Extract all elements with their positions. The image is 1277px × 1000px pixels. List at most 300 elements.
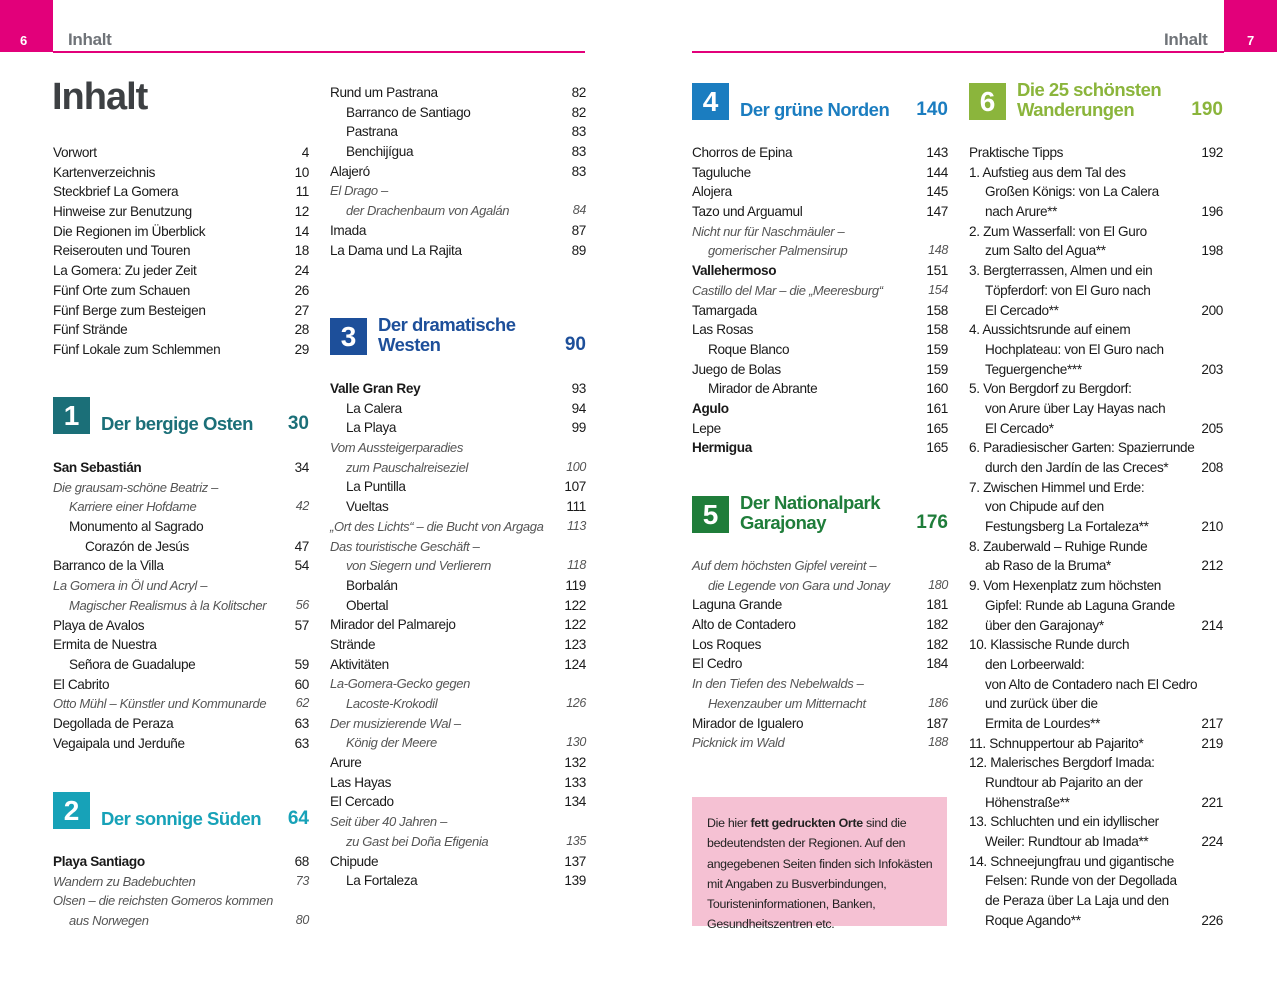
toc-chapter-1-list	[53, 458, 309, 753]
toc-entry-title: El Cercado*	[985, 420, 1054, 436]
toc-entry[interactable]	[692, 320, 948, 340]
toc-entry-page: 56	[295, 597, 309, 612]
toc-entry-title: Hochplateau: von El Guro nach	[985, 341, 1164, 357]
toc-entry[interactable]	[330, 773, 586, 793]
toc-entry[interactable]	[692, 576, 948, 596]
toc-entry[interactable]	[330, 379, 586, 399]
toc-entry-title: Barranco de la Villa	[53, 558, 164, 574]
toc-entry-page: 26	[294, 282, 309, 298]
note-bold-text: fett gedruckten Orte	[750, 816, 863, 830]
chapter-1-heading[interactable]	[53, 397, 309, 437]
toc-entry[interactable]	[969, 517, 1223, 537]
toc-entry[interactable]	[330, 399, 586, 419]
toc-entry-title: Reiserouten und Touren	[53, 243, 191, 259]
toc-entry[interactable]	[53, 163, 309, 183]
toc-entry[interactable]	[53, 635, 309, 655]
toc-entry-page: 224	[1201, 834, 1223, 850]
toc-entry[interactable]	[330, 792, 586, 812]
toc-entry[interactable]	[969, 871, 1223, 891]
toc-entry[interactable]	[969, 261, 1223, 281]
toc-entry[interactable]	[330, 221, 586, 241]
toc-entry-title: Tazo und Arguamul	[692, 204, 803, 220]
toc-entry[interactable]	[969, 222, 1223, 242]
toc-entry-title: Las Rosas	[692, 322, 754, 338]
toc-entry-title: La-Gomera-Gecko gegen	[330, 676, 471, 692]
toc-entry[interactable]	[692, 556, 948, 576]
toc-entry[interactable]	[330, 674, 586, 694]
toc-entry[interactable]	[330, 832, 586, 852]
toc-entry-title: La Dama und La Rajita	[330, 242, 462, 258]
toc-chapter-6-list	[969, 143, 1223, 931]
toc-entry-page: 82	[571, 104, 586, 120]
toc-entry-title: Fünf Strände	[53, 322, 128, 338]
toc-entry[interactable]	[969, 556, 1223, 576]
toc-entry-title: gomerischer Palmensirup	[708, 243, 848, 259]
toc-entry-title: Señora de Guadalupe	[69, 656, 196, 672]
toc-entry[interactable]	[53, 241, 309, 261]
toc-entry[interactable]	[692, 694, 948, 714]
toc-entry[interactable]	[330, 162, 586, 182]
toc-entry-page: 113	[567, 518, 586, 533]
toc-entry-page: 83	[571, 163, 586, 179]
toc-entry[interactable]	[969, 596, 1223, 616]
toc-entry-page: 28	[294, 322, 309, 338]
toc-entry-page: 118	[567, 558, 586, 573]
toc-entry-title: Olsen – die reichsten Gomeros kommen	[53, 893, 274, 909]
toc-entry-page: 123	[564, 636, 586, 652]
toc-entry[interactable]	[330, 142, 586, 162]
toc-entry[interactable]	[692, 182, 948, 202]
toc-entry-page: 165	[926, 440, 948, 456]
toc-entry-title: 9. Vom Hexenplatz zum höchsten	[969, 578, 1162, 594]
toc-chapter-2-list	[53, 852, 309, 931]
toc-entry[interactable]	[53, 576, 309, 596]
toc-entry-title: 2. Zum Wasserfall: von El Guro	[969, 223, 1147, 239]
toc-entry-page: 144	[926, 164, 948, 180]
toc-entry[interactable]	[969, 458, 1223, 478]
toc-entry-page: 143	[926, 145, 948, 160]
toc-entry[interactable]	[692, 281, 948, 301]
toc-entry-title: El Cercado	[330, 794, 394, 810]
toc-entry-title: 11. Schnuppertour ab Pajarito*	[969, 735, 1144, 751]
toc-entry[interactable]	[330, 241, 586, 261]
toc-entry[interactable]	[692, 222, 948, 242]
toc-entry-title: Fünf Lokale zum Schlemmen	[53, 341, 221, 357]
toc-entry-page: 159	[926, 341, 948, 357]
toc-entry[interactable]	[330, 497, 586, 517]
toc-entry[interactable]	[53, 616, 309, 636]
toc-entry[interactable]	[330, 871, 586, 891]
toc-entry-title: Wandern zu Badebuchten	[53, 873, 196, 889]
toc-entry-page: 205	[1201, 420, 1223, 436]
chapter-title[interactable]: Der dramatische Westen	[378, 314, 516, 355]
page-number-tab-right	[1224, 0, 1277, 52]
toc-entry[interactable]	[969, 576, 1223, 596]
toc-entry-title: Playa Santiago	[53, 854, 145, 869]
toc-entry-title: 3. Bergterrassen, Almen und ein	[969, 263, 1153, 279]
toc-entry[interactable]	[53, 714, 309, 734]
toc-entry[interactable]	[969, 143, 1223, 163]
toc-entry-title: Playa de Avalos	[53, 617, 145, 633]
toc-entry-title: Vallehermoso	[692, 263, 777, 279]
toc-entry-page: 94	[571, 400, 586, 416]
toc-entry-title: Picknick im Wald	[692, 735, 785, 751]
toc-entry[interactable]	[969, 616, 1223, 636]
toc-entry-page: 73	[295, 873, 309, 888]
toc-entry-page: 192	[1201, 145, 1223, 160]
note-text-rest: sind die bedeutendsten der Regionen. Auf den angegebenen Seiten finden sich Infokästen mit Angaben zu Busverbindungen, Touristeninformationen, Banken, Gesundheitszentren etc.	[707, 816, 933, 932]
info-note-box	[692, 797, 947, 932]
toc-entry[interactable]	[692, 261, 948, 281]
chapter-6-heading[interactable]	[969, 79, 1223, 123]
toc-entry[interactable]	[969, 438, 1223, 458]
toc-entry-title: die Legende von Gara und Jonay	[708, 577, 890, 593]
page-number-left: 6	[20, 33, 28, 48]
toc-entry[interactable]	[969, 182, 1223, 202]
toc-entry-page: 203	[1201, 361, 1223, 377]
header-rule-right	[692, 51, 1224, 53]
toc-entry[interactable]	[330, 655, 586, 675]
toc-entry-title: König der Meere	[346, 735, 437, 751]
toc-entry-page: 27	[294, 302, 309, 318]
toc-entry-title: Vegaipala und Jerduñe	[53, 735, 185, 751]
toc-entry-title: Fünf Orte zum Schauen	[53, 282, 190, 298]
toc-entry[interactable]	[969, 241, 1223, 261]
toc-entry-title: von Chipude auf den	[985, 499, 1104, 515]
toc-entry[interactable]	[692, 163, 948, 183]
toc-entry-page: 165	[926, 420, 948, 436]
toc-entry-page: 99	[571, 420, 586, 436]
toc-entry-page: 89	[571, 242, 586, 258]
toc-entry-title: Roque Blanco	[708, 341, 790, 357]
toc-entry-title: Obertal	[346, 597, 389, 613]
toc-entry-title: 8. Zauberwald – Ruhige Runde	[969, 538, 1148, 554]
toc-entry-page: 210	[1201, 519, 1223, 535]
toc-entry[interactable]	[969, 773, 1223, 793]
chapter-page: 140	[916, 99, 948, 120]
toc-entry[interactable]	[692, 419, 948, 439]
toc-entry-title: 7. Zwischen Himmel und Erde:	[969, 479, 1145, 495]
toc-entry-title: 5. Von Bergdorf zu Bergdorf:	[969, 381, 1132, 397]
toc-entry[interactable]	[969, 812, 1223, 832]
toc-entry[interactable]	[969, 753, 1223, 773]
toc-entry[interactable]	[330, 852, 586, 872]
toc-entry-page: 60	[294, 676, 309, 692]
toc-entry[interactable]	[692, 360, 948, 380]
toc-entry[interactable]	[969, 694, 1223, 714]
toc-entry[interactable]	[969, 320, 1223, 340]
toc-entry-title: Monumento al Sagrado	[69, 519, 204, 535]
toc-entry[interactable]	[330, 537, 586, 557]
toc-entry[interactable]	[330, 181, 586, 201]
toc-entry-page: 18	[294, 243, 309, 259]
toc-entry[interactable]	[330, 477, 586, 497]
toc-entry[interactable]	[53, 143, 309, 163]
toc-entry[interactable]	[330, 201, 586, 221]
toc-entry[interactable]	[53, 301, 309, 321]
toc-entry-page: 187	[926, 715, 948, 731]
toc-entry[interactable]	[330, 596, 586, 616]
chapter-title[interactable]: Die 25 schönsten Wanderungen	[1017, 79, 1162, 120]
toc-entry-page: 226	[1201, 912, 1223, 928]
toc-entry[interactable]	[53, 222, 309, 242]
toc-entry[interactable]	[969, 281, 1223, 301]
toc-entry[interactable]	[53, 497, 309, 517]
toc-entry[interactable]	[330, 733, 586, 753]
toc-entry-page: 83	[571, 144, 586, 160]
toc-entry[interactable]	[692, 615, 948, 635]
toc-entry[interactable]	[53, 734, 309, 754]
toc-entry[interactable]	[330, 694, 586, 714]
toc-entry[interactable]	[692, 340, 948, 360]
toc-entry[interactable]	[969, 419, 1223, 439]
toc-entry-title: den Lorbeerwald:	[985, 656, 1085, 672]
toc-entry[interactable]	[969, 537, 1223, 557]
toc-entry[interactable]	[969, 793, 1223, 813]
toc-entry[interactable]	[692, 202, 948, 222]
toc-entry[interactable]	[330, 418, 586, 438]
toc-entry-page: 93	[571, 381, 586, 396]
toc-entry[interactable]	[692, 654, 948, 674]
toc-entry[interactable]	[330, 122, 586, 142]
toc-entry-title: Hermigua	[692, 440, 752, 456]
toc-entry[interactable]	[330, 438, 586, 458]
toc-entry[interactable]	[53, 537, 309, 557]
toc-entry-page: 186	[928, 695, 948, 710]
toc-entry-page: 100	[566, 459, 586, 474]
toc-entry-title: Mirador del Palmarejo	[330, 617, 456, 633]
toc-entry[interactable]	[53, 340, 309, 360]
toc-entry[interactable]	[692, 674, 948, 694]
toc-entry-title: Festungsberg La Fortaleza**	[985, 519, 1149, 535]
toc-entry-page: 137	[564, 853, 586, 869]
toc-entry[interactable]	[692, 379, 948, 399]
toc-entry-title: Alajeró	[330, 163, 370, 179]
toc-entry[interactable]	[53, 320, 309, 340]
toc-entry[interactable]	[53, 891, 309, 911]
toc-entry[interactable]	[330, 635, 586, 655]
toc-entry-title: Großen Königs: von La Calera	[985, 184, 1159, 200]
toc-entry-page: 126	[566, 696, 586, 710]
toc-entry[interactable]	[53, 911, 309, 931]
toc-entry-page: 124	[564, 656, 586, 672]
toc-entry-title: Las Hayas	[330, 774, 392, 790]
toc-entry-title: La Playa	[346, 420, 397, 436]
toc-entry[interactable]	[969, 163, 1223, 183]
toc-entry-page: 184	[926, 656, 948, 672]
toc-entry[interactable]	[53, 694, 309, 714]
toc-entry[interactable]	[692, 733, 948, 753]
toc-entry[interactable]	[969, 360, 1223, 380]
toc-entry-title: 14. Schneejungfrau und gigantische	[969, 853, 1175, 869]
toc-entry-title: Hinweise zur Benutzung	[53, 204, 192, 220]
toc-entry-page: 14	[294, 223, 309, 239]
toc-entry-title: Die Regionen im Überblick	[53, 223, 206, 239]
chapter-5-heading[interactable]	[692, 492, 948, 536]
toc-entry[interactable]	[692, 714, 948, 734]
chapter-number-badge: 2	[53, 792, 90, 829]
toc-entry[interactable]	[53, 675, 309, 695]
chapter-3-heading[interactable]	[330, 314, 586, 358]
toc-entry[interactable]	[969, 202, 1223, 222]
toc-entry[interactable]	[692, 143, 948, 163]
toc-entry-page: 221	[1201, 794, 1223, 810]
toc-entry-title: 4. Aussichtsrunde auf einem	[969, 322, 1131, 338]
toc-entry-page: 4	[301, 145, 309, 160]
toc-entry-title: 13. Schluchten und ein idyllischer	[969, 814, 1159, 830]
chapter-title[interactable]: Der grüne Norden	[740, 99, 890, 120]
toc-entry-page: 158	[926, 322, 948, 338]
toc-entry-title: Otto Mühl – Künstler und Kommunarde	[53, 696, 267, 712]
toc-entry[interactable]	[969, 478, 1223, 498]
toc-entry[interactable]	[330, 812, 586, 832]
header-rule-left	[53, 51, 585, 53]
chapter-page: 90	[564, 334, 586, 355]
toc-entry-title: La Gomera: Zu jeder Zeit	[53, 263, 197, 279]
toc-entry[interactable]	[330, 576, 586, 596]
toc-entry[interactable]	[53, 261, 309, 281]
toc-entry-page: 11	[295, 184, 309, 200]
toc-entry-title: Chorros de Epina	[692, 145, 793, 160]
toc-entry[interactable]	[53, 556, 309, 576]
toc-entry[interactable]	[330, 83, 586, 103]
toc-entry[interactable]	[53, 655, 309, 675]
toc-entry-title: Mirador de Igualero	[692, 715, 804, 731]
toc-entry[interactable]	[330, 103, 586, 123]
toc-entry-title: 10. Klassische Runde durch	[969, 637, 1130, 653]
toc-entry-page: 130	[566, 735, 586, 750]
toc-entry-title: Strände	[330, 636, 376, 652]
toc-entry[interactable]	[53, 852, 309, 872]
chapter-2-heading[interactable]	[53, 792, 309, 832]
chapter-page: 64	[287, 808, 309, 829]
toc-entry[interactable]	[53, 182, 309, 202]
toc-entry[interactable]	[969, 497, 1223, 517]
chapter-title[interactable]: Der Nationalpark Garajonay	[740, 492, 881, 533]
toc-entry-page: 122	[564, 617, 586, 633]
toc-entry-page: 151	[926, 263, 948, 279]
toc-entry-title: Roque Agando**	[985, 912, 1081, 928]
toc-entry-page: 133	[564, 774, 586, 790]
toc-entry[interactable]	[969, 379, 1223, 399]
toc-entry[interactable]	[692, 241, 948, 261]
toc-entry-title: San Sebastián	[53, 460, 142, 475]
toc-entry-page: 10	[294, 164, 309, 180]
toc-entry-page: 132	[564, 755, 586, 771]
toc-entry[interactable]	[330, 517, 586, 537]
toc-entry[interactable]	[53, 458, 309, 478]
toc-entry[interactable]	[330, 753, 586, 773]
toc-entry-page: 159	[926, 361, 948, 377]
toc-entry-title: Hexenzauber um Mitternacht	[708, 695, 866, 711]
toc-entry-title: zum Pauschalreiseziel	[346, 459, 468, 475]
toc-entry-page: 134	[564, 794, 586, 810]
toc-entry-title: Alto de Contadero	[692, 617, 796, 633]
toc-entry[interactable]	[969, 734, 1223, 754]
toc-entry-title: Gipfel: Runde ab Laguna Grande	[985, 597, 1175, 613]
toc-entry-page: 198	[1201, 243, 1223, 259]
toc-entry[interactable]	[969, 911, 1223, 931]
toc-entry-title: Felsen: Runde von der Degollada	[985, 873, 1177, 889]
toc-entry-page: 63	[294, 715, 309, 731]
toc-entry-page: 180	[928, 577, 948, 592]
toc-entry[interactable]	[692, 301, 948, 321]
chapter-title[interactable]: Der sonnige Süden	[101, 808, 262, 829]
toc-entry[interactable]	[53, 281, 309, 301]
toc-entry[interactable]	[330, 556, 586, 576]
toc-entry-title: und zurück über die	[985, 696, 1098, 712]
toc-entry-page: 219	[1201, 735, 1223, 751]
toc-entry[interactable]	[53, 517, 309, 537]
toc-entry[interactable]	[692, 595, 948, 615]
toc-entry[interactable]	[330, 714, 586, 734]
toc-entry-title: Taguluche	[692, 164, 751, 180]
toc-entry[interactable]	[692, 635, 948, 655]
toc-entry-title: von Alto de Contadero nach El Cedro	[985, 676, 1198, 692]
toc-entry[interactable]	[53, 202, 309, 222]
chapter-number-badge: 6	[969, 83, 1006, 120]
toc-entry-title: La Calera	[346, 400, 402, 416]
toc-entry[interactable]	[969, 832, 1223, 852]
toc-entry[interactable]	[969, 714, 1223, 734]
toc-entry-title: Mirador de Abrante	[708, 381, 818, 397]
chapter-number-badge: 1	[53, 397, 90, 434]
toc-entry[interactable]	[969, 852, 1223, 872]
toc-entry-page: 47	[294, 538, 309, 554]
toc-entry-title: Castillo del Mar – die „Meeresburg“	[692, 282, 883, 298]
toc-entry[interactable]	[969, 635, 1223, 655]
toc-entry-page: 139	[564, 873, 586, 889]
toc-entry[interactable]	[53, 872, 309, 892]
toc-entry[interactable]	[692, 399, 948, 419]
toc-entry-page: 119	[565, 577, 586, 593]
toc-entry[interactable]	[53, 596, 309, 616]
toc-entry-title: ab Raso de la Bruma*	[985, 558, 1111, 574]
chapter-4-heading[interactable]	[692, 83, 948, 123]
toc-entry-page: 111	[566, 499, 586, 515]
toc-intro-list	[53, 143, 309, 360]
toc-entry[interactable]	[692, 438, 948, 458]
toc-entry-title: nach Arure**	[985, 204, 1058, 220]
toc-entry[interactable]	[969, 301, 1223, 321]
toc-entry-page: 54	[294, 558, 309, 574]
toc-entry-title: Juego de Bolas	[692, 361, 781, 377]
toc-entry-page: 87	[571, 222, 586, 238]
toc-entry-title: El Cabrito	[53, 676, 110, 692]
toc-entry[interactable]	[53, 478, 309, 498]
toc-entry[interactable]	[330, 615, 586, 635]
toc-entry-title: Agulo	[692, 400, 729, 416]
toc-entry-title: zu Gast bei Doña Efigenia	[346, 833, 489, 849]
toc-entry[interactable]	[969, 675, 1223, 695]
toc-entry[interactable]	[969, 340, 1223, 360]
toc-entry-title: Pastrana	[346, 124, 398, 140]
toc-entry-page: 24	[294, 263, 309, 279]
toc-entry-title: durch den Jardín de las Creces*	[985, 460, 1169, 475]
toc-entry[interactable]	[969, 655, 1223, 675]
toc-entry-page: 82	[571, 85, 586, 100]
toc-entry[interactable]	[969, 891, 1223, 911]
chapter-title[interactable]: Der bergige Osten	[101, 413, 253, 434]
toc-entry-title: Weiler: Rundtour ab Imada**	[985, 834, 1149, 850]
toc-entry[interactable]	[969, 399, 1223, 419]
chapter-number-badge: 3	[330, 318, 367, 355]
toc-entry-title: Fünf Berge zum Besteigen	[53, 302, 206, 318]
toc-entry-title: Magischer Realismus à la Kolitscher	[69, 597, 267, 613]
toc-entry[interactable]	[330, 458, 586, 478]
toc-entry-page: 188	[928, 735, 948, 750]
toc-entry-title: zum Salto del Agua**	[985, 243, 1106, 259]
